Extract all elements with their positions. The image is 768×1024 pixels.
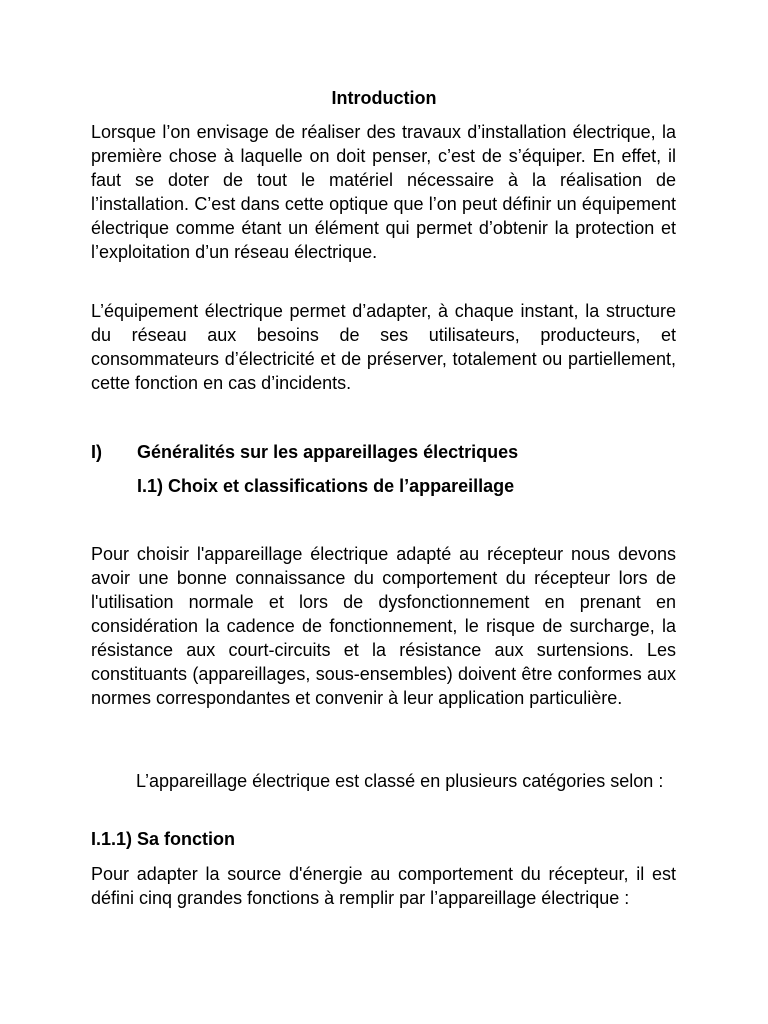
section-1-1-heading: I.1) Choix et classifications de l’appareillage — [137, 476, 515, 496]
body-paragraph-1: Pour choisir l'appareillage électrique adapté au récepteur nous devons avoir une bonne connaissance du comportement du récepteur lors de l'utilisation normale et lors de dysfonctionnement en prenant en considération la cadence de fonctionnement, le risque de surcharge, la résistance aux court-circuits et la résistance aux surtensions. Les constituants (appareillages, sous-ensembles) doivent être conformes aux normes correspondantes et convenir à leur application particulière. — [91, 544, 676, 708]
body-paragraph-2: L’appareillage électrique est classé en plusieurs catégories selon : — [136, 771, 664, 791]
body-paragraph-3: Pour adapter la source d'énergie au comportement du récepteur, il est défini cinq grandes fonctions à remplir par l’appareillage électrique : — [91, 864, 676, 908]
page-title: Introduction — [331, 88, 437, 108]
section-1-1-1-heading: I.1.1) Sa fonction — [91, 829, 236, 849]
intro-paragraph-1: Lorsque l’on envisage de réaliser des travaux d’installation électrique, la première chose à laquelle on doit penser, c’est de s’équiper. En effet, il faut se doter de tout le matériel nécessaire à la réalisation de l’installation. C’est dans cette optique que l’on peut définir un équipement électrique comme étant un élément qui permet d’obtenir la protection et l’exploitation d’un réseau électrique. — [91, 122, 676, 262]
intro-paragraph-2: L’équipement électrique permet d’adapter, à chaque instant, la structure du réseau aux besoins de ses utilisateurs, producteurs, et consommateurs d’électricité et de préserver, totalement ou partiellement, cette fonction en cas d’incidents. — [91, 301, 676, 393]
section-1-number: I) — [91, 442, 102, 462]
section-1-heading: Généralités sur les appareillages électriques — [137, 442, 519, 462]
